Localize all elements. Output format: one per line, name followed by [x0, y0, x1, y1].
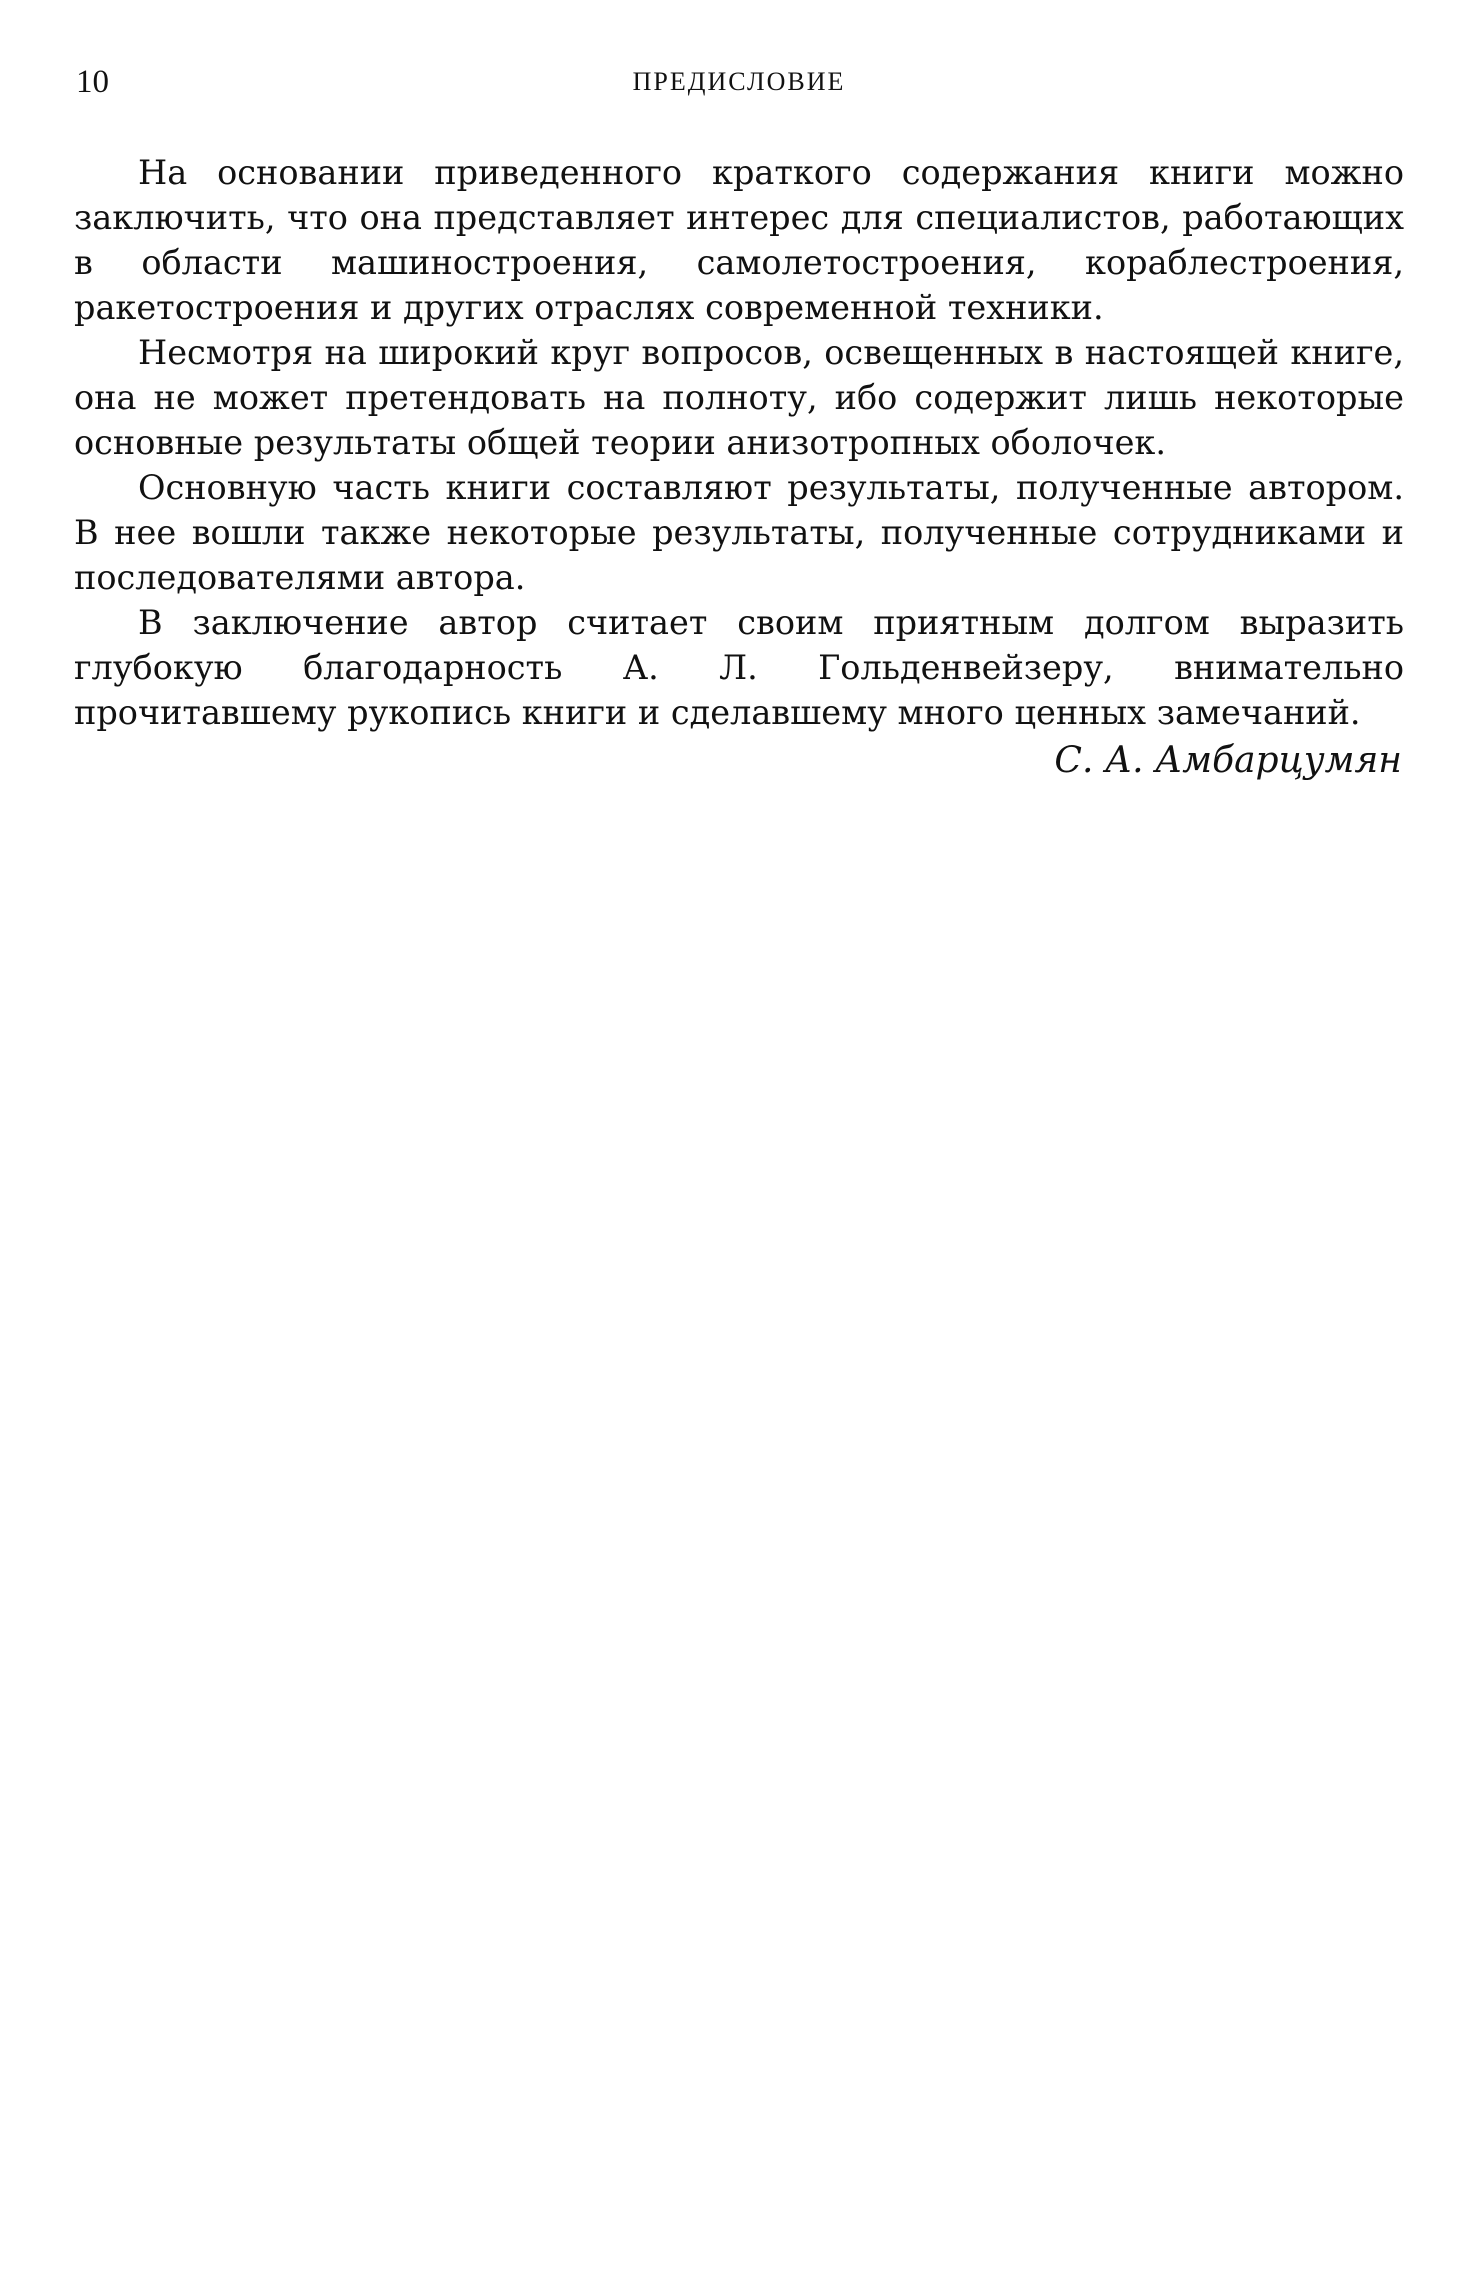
section-title: ПРЕДИСЛОВИЕ — [632, 67, 846, 96]
author-signature: С. А. Амбарцумян — [1054, 740, 1402, 781]
paragraph: Несмотря на широкий круг вопросов, освещенных в настоящей книге, она не может претендовать на полноту, ибо содержит лишь некоторые основные результаты общей теории анизотропных оболочек. — [74, 333, 1404, 462]
paragraph: В заключение автор считает своим приятным долгом выразить глубокую благодарность А. Л. Гольденвейзеру, внимательно прочитавшему рукопись книги и сделавшему много ценных замечаний. — [74, 603, 1404, 732]
preface-body — [74, 150, 1404, 785]
page-number: 10 — [76, 64, 109, 100]
paragraph: Основную часть книги составляют результаты, полученные автором. В нее вошли также некоторые результаты, полученные сотрудниками и последователями автора. — [74, 468, 1404, 597]
running-head — [76, 62, 1402, 102]
paragraph: На основании приведенного краткого содержания книги можно заключить, что она представляет интерес для специалистов, работающих в области машиностроения, самолетостроения, кораблестроения, ракетостроения и других отраслях современной техники. — [74, 153, 1404, 327]
